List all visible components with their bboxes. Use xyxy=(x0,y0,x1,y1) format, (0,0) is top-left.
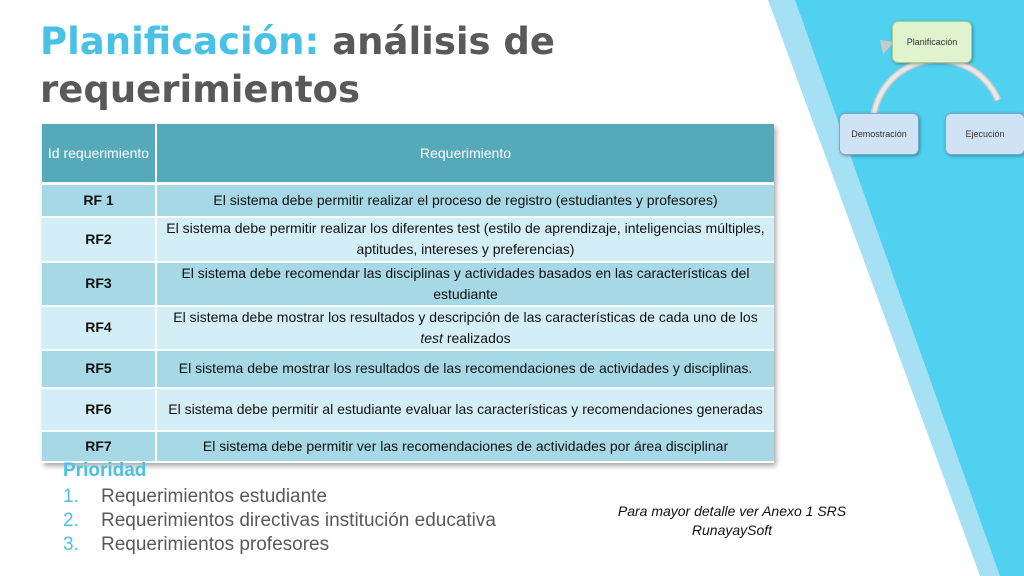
cycle-demo-box: Demostración xyxy=(839,113,919,155)
cycle-planning-box: Planificación xyxy=(892,21,972,63)
requirement-text-start: El sistema debe mostrar los resultados y descripción de las características de cada uno de los xyxy=(173,308,758,325)
table-row xyxy=(42,306,774,350)
table-row xyxy=(42,217,774,262)
requirement-id: RF6 xyxy=(42,388,156,431)
requirement-id: RF2 xyxy=(42,217,156,262)
item-number: 1. xyxy=(63,486,79,507)
requirement-text: El sistema debe permitir realizar el proceso de registro (estudiantes y profesores) xyxy=(156,184,774,217)
table-row xyxy=(42,388,774,431)
table-row xyxy=(42,184,774,217)
table-header-row xyxy=(42,124,774,184)
item-label: Requerimientos estudiante xyxy=(101,486,328,507)
item-label: Requerimientos directivas institución educativa xyxy=(101,510,496,531)
requirement-id: RF 1 xyxy=(42,184,156,217)
table-row xyxy=(42,262,774,306)
requirement-text: El sistema debe permitir al estudiante evaluar las características y recomendaciones generadas xyxy=(156,388,774,431)
cycle-execution-box: Ejecución xyxy=(945,113,1024,155)
requirement-id: RF7 xyxy=(42,431,156,462)
header-requirement: Requerimiento xyxy=(156,124,774,184)
item-number: 3. xyxy=(63,534,79,555)
requirement-text-italic: test xyxy=(420,329,443,346)
table-row xyxy=(42,431,774,462)
annex-note xyxy=(590,502,874,540)
requirements-table xyxy=(42,124,774,463)
table-row xyxy=(42,350,774,388)
requirement-text: El sistema debe mostrar los resultados de las recomendaciones de actividades y disciplinas. xyxy=(156,350,774,388)
requirement-text: El sistema debe permitir realizar los diferentes test (estilo de aprendizaje, inteligencias múltiples, aptitudes, intereses y preferencias) xyxy=(156,217,774,262)
annex-note-line2: RunayaySoft xyxy=(691,522,773,538)
priority-title: Prioridad xyxy=(63,460,147,481)
requirement-id: RF4 xyxy=(42,306,156,350)
requirement-text xyxy=(156,306,774,350)
page-title xyxy=(40,18,600,114)
list-item xyxy=(63,533,496,557)
requirement-text: El sistema debe permitir ver las recomendaciones de actividades por área disciplinar xyxy=(156,431,774,462)
requirement-id: RF5 xyxy=(42,350,156,388)
title-accent: Planificación: xyxy=(40,20,320,63)
item-number: 2. xyxy=(63,510,79,531)
header-id: Id requerimiento xyxy=(42,124,156,184)
list-item xyxy=(63,485,496,509)
requirement-text: El sistema debe recomendar las disciplinas y actividades basados en las características del estudiante xyxy=(156,262,774,306)
title-rest: análisis de requerimientos xyxy=(40,20,556,111)
item-label: Requerimientos profesores xyxy=(101,534,330,555)
priority-list xyxy=(63,485,496,557)
requirement-id: RF3 xyxy=(42,262,156,306)
requirement-text-end: realizados xyxy=(442,329,511,346)
annex-note-line1: Para mayor detalle ver Anexo 1 SRS xyxy=(617,503,847,519)
list-item xyxy=(63,509,496,533)
